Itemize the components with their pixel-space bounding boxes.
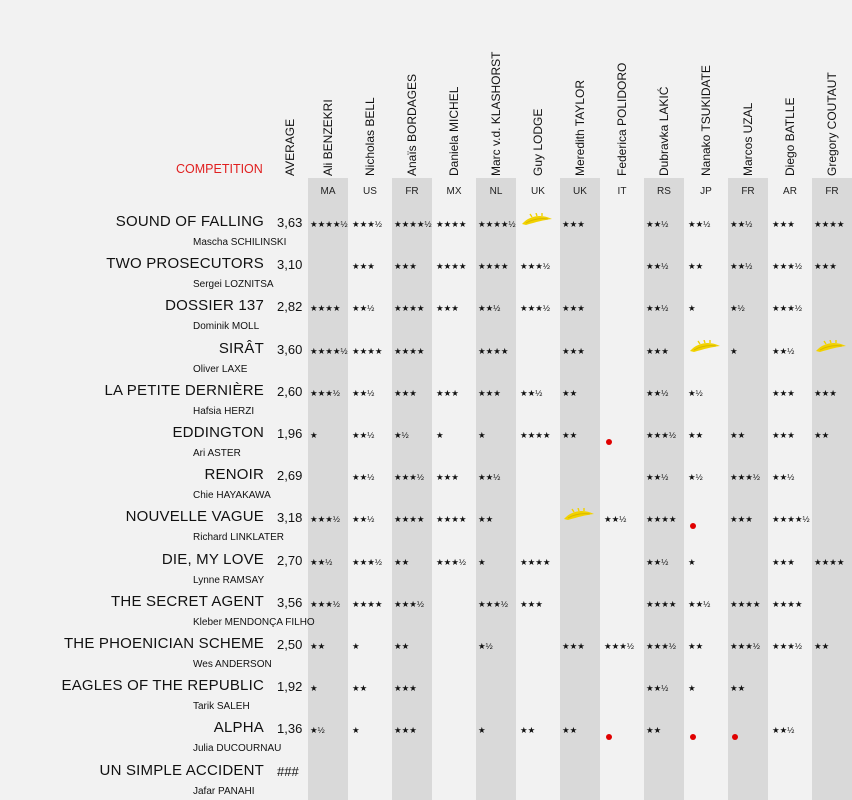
film-title: EDDINGTON (172, 424, 264, 441)
critic-name: Marcos UZAL (741, 102, 755, 176)
critic-rating: ★★★ (562, 641, 585, 651)
critic-rating: ★★★½ (730, 472, 760, 483)
palme-d-or-icon (688, 340, 722, 359)
critic-rating: ★★★½ (310, 387, 340, 398)
critic-rating: ★ (352, 641, 360, 651)
critic-rating: ★★ (352, 683, 368, 694)
critic-rating: ★★★★ (520, 556, 551, 567)
critic-rating: ★★½ (604, 514, 627, 525)
critic-rating: ★★★½ (604, 641, 634, 651)
critic-rating: ★★½ (730, 219, 753, 229)
film-director: Dominik MOLL (193, 321, 260, 333)
critic-rating: ★★½ (688, 598, 711, 609)
critic-rating: ★★★★½ (772, 514, 810, 525)
critic-name: Ali BENZEKRI (321, 99, 335, 176)
film-average: 1,92 (277, 679, 303, 695)
critic-name: Dubravka LAKIĆ (657, 86, 671, 176)
film-title: DOSSIER 137 (165, 297, 264, 315)
red-dot-icon (606, 439, 612, 445)
critic-rating: ★★★½ (772, 303, 802, 314)
critic-rating: ★★½ (646, 261, 669, 272)
critic-rating: ★★★ (772, 387, 795, 398)
critic-rating: ★★★★ (394, 303, 425, 314)
critic-rating: ★★ (310, 641, 326, 651)
critic-country: UK (531, 186, 545, 197)
critic-name: Daniela MICHEL (447, 86, 461, 176)
critic-rating: ★★★★ (436, 261, 467, 272)
critic-rating: ★★★ (562, 219, 585, 229)
critic-rating: ★★★ (394, 261, 417, 272)
critic-country: IT (617, 186, 627, 197)
critic-name: Diego BATLLE (783, 97, 797, 176)
film-title: DIE, MY LOVE (161, 550, 264, 568)
critic-rating: ★★½ (646, 303, 669, 314)
critic-rating: ★★★ (478, 387, 501, 398)
red-dot-icon (690, 734, 696, 740)
film-director: Ari ASTER (193, 448, 241, 459)
critic-rating: ★★★½ (352, 556, 382, 567)
film-title: UN SIMPLE ACCIDENT (99, 761, 264, 779)
critic-rating: ★★ (814, 430, 830, 440)
critic-rating: ★★★★ (730, 598, 761, 609)
film-director: Tarik SALEH (193, 701, 250, 713)
critic-rating: ★ (730, 345, 738, 356)
critic-rating: ★½ (730, 303, 745, 314)
critic-country: RS (657, 186, 671, 197)
critic-rating: ★★★½ (646, 641, 676, 651)
critic-rating: ★★★ (352, 261, 375, 272)
critic-rating: ★★ (688, 261, 704, 272)
critic-name: Federica POLIDORO (615, 62, 629, 176)
critic-rating: ★★½ (646, 683, 669, 694)
critic-name: Meredith TAYLOR (573, 79, 587, 176)
film-average: 1,96 (277, 426, 303, 441)
critic-rating: ★★★½ (394, 472, 424, 483)
film-director: Sergei LOZNITSA (193, 279, 274, 291)
critic-rating: ★★★ (646, 345, 669, 356)
critic-rating: ★★ (730, 683, 746, 694)
critic-rating: ★ (310, 683, 318, 694)
palme-d-or-icon (562, 508, 596, 527)
critic-rating: ★ (436, 430, 444, 440)
film-title: LA PETITE DERNIÈRE (104, 381, 264, 399)
critic-rating: ★★ (520, 725, 536, 736)
critic-rating: ★★★½ (772, 641, 802, 651)
critic-rating: ★★★½ (520, 303, 550, 314)
critic-rating: ★★½ (772, 345, 795, 356)
critic-rating: ★★½ (352, 514, 375, 525)
film-title: TWO PROSECUTORS (106, 255, 264, 273)
critic-country: NL (489, 186, 503, 197)
critic-rating: ★½ (478, 641, 493, 651)
critic-name: Marc v.d. KLASHORST (489, 51, 503, 176)
critic-country: FR (405, 186, 419, 197)
critic-rating: ★ (688, 683, 696, 694)
film-director: Oliver LAXE (193, 363, 248, 375)
critic-name: Anaïs BORDAGES (405, 73, 419, 176)
critic-rating: ★★½ (310, 556, 333, 567)
critic-rating: ★★½ (772, 725, 795, 736)
critic-country: MX (446, 186, 462, 197)
critic-rating: ★★★★½ (394, 219, 432, 229)
critic-rating: ★½ (688, 472, 703, 483)
critic-rating: ★★ (478, 514, 494, 525)
critic-rating: ★★★ (772, 556, 795, 567)
palme-d-or-icon (520, 213, 554, 232)
critic-rating: ★★ (562, 430, 578, 440)
critic-country: UK (573, 186, 587, 197)
critic-rating: ★★★★ (520, 430, 551, 440)
critic-rating: ★★½ (352, 472, 375, 483)
film-director: Richard LINKLATER (193, 532, 284, 544)
film-average: 2,50 (277, 637, 303, 652)
film-average: 2,82 (277, 299, 303, 315)
critic-rating: ★ (478, 725, 486, 736)
critic-rating: ★★★ (436, 303, 459, 314)
critic-rating: ★★★ (436, 387, 459, 398)
critic-rating: ★★★½ (646, 430, 676, 440)
film-director: Chie HAYAKAWA (193, 490, 271, 502)
critic-country: FR (825, 186, 839, 197)
critic-rating: ★ (478, 556, 486, 567)
red-dot-icon (690, 523, 696, 529)
critic-rating: ★★★½ (772, 261, 802, 272)
critic-country: MA (320, 186, 336, 197)
critic-rating: ★★★ (394, 683, 417, 694)
film-title: ALPHA (213, 719, 264, 737)
average-header: AVERAGE (283, 118, 297, 176)
critic-rating: ★★★ (814, 261, 837, 272)
critic-rating: ★★★½ (478, 598, 508, 609)
critic-rating: ★★★★ (646, 514, 677, 525)
critic-rating: ★★ (562, 387, 578, 398)
critic-rating: ★½ (394, 430, 409, 440)
critic-rating: ★★★★ (814, 556, 845, 567)
critic-name: Nanako TSUKIDATE (699, 65, 713, 176)
critic-rating: ★★★½ (436, 556, 466, 567)
critic-rating: ★★★★ (394, 514, 425, 525)
film-average: 3,18 (277, 510, 303, 526)
red-dot-icon (606, 734, 612, 740)
critic-rating: ★★★ (772, 430, 795, 440)
critic-rating: ★ (688, 303, 696, 314)
critic-rating: ★★★½ (730, 641, 760, 651)
critic-rating: ★★★½ (310, 514, 340, 525)
critic-rating: ★★★ (814, 387, 837, 398)
critic-rating: ★★ (688, 430, 704, 440)
critic-rating: ★★ (394, 641, 410, 651)
film-title: THE SECRET AGENT (111, 592, 264, 610)
film-average: 3,10 (277, 257, 303, 273)
film-average: ### (277, 763, 299, 779)
critic-country: FR (741, 186, 755, 197)
film-title: RENOIR (204, 466, 264, 484)
critic-rating: ★★½ (646, 472, 669, 483)
critic-rating: ★★★★ (478, 261, 509, 272)
critic-rating: ★★½ (646, 556, 669, 567)
film-title: SOUND OF FALLING (115, 213, 264, 230)
column-stripe (560, 178, 600, 800)
film-title: SIRÂT (218, 339, 264, 357)
film-title: THE PHOENICIAN SCHEME (63, 635, 264, 652)
critic-rating: ★★★½ (310, 598, 340, 609)
critic-rating: ★★★★ (352, 598, 383, 609)
critic-rating: ★★★★ (394, 345, 425, 356)
critic-rating: ★★½ (646, 387, 669, 398)
critic-rating: ★★½ (646, 219, 669, 229)
critic-rating: ★★★ (562, 303, 585, 314)
critic-rating: ★★½ (730, 261, 753, 272)
critic-rating: ★½ (310, 725, 325, 736)
critic-rating: ★★½ (688, 219, 711, 229)
critic-rating: ★★★ (436, 472, 459, 483)
critic-rating: ★★★½ (352, 219, 382, 229)
film-director: Mascha SCHILINSKI (193, 237, 287, 248)
critic-rating: ★★½ (478, 472, 501, 483)
critic-rating: ★★½ (520, 387, 543, 398)
critic-rating: ★★★ (394, 725, 417, 736)
film-average: 2,69 (277, 468, 303, 484)
critic-rating: ★★½ (772, 472, 795, 483)
critic-rating: ★★★★½ (310, 345, 348, 356)
film-director: Wes ANDERSON (193, 659, 272, 670)
critic-rating: ★★½ (478, 303, 501, 314)
film-average: 2,60 (277, 383, 303, 399)
critic-rating: ★★ (730, 430, 746, 440)
critic-rating: ★★★ (772, 219, 795, 229)
critic-rating: ★★★½ (520, 261, 550, 272)
critic-name: Guy LODGE (531, 108, 545, 176)
critic-rating: ★★★★ (814, 219, 845, 229)
film-director: Lynne RAMSAY (193, 574, 265, 586)
film-average: 3,63 (277, 215, 303, 230)
critic-rating: ★★ (646, 725, 662, 736)
film-director: Kleber MENDONÇA FILHO (193, 616, 315, 628)
critic-rating: ★★ (688, 641, 704, 651)
film-average: 2,70 (277, 552, 303, 568)
palme-d-or-icon (814, 340, 848, 359)
critic-rating: ★★★ (730, 514, 753, 525)
column-stripe (308, 178, 348, 800)
critic-rating: ★ (688, 556, 696, 567)
film-average: 3,56 (277, 594, 303, 610)
film-title: NOUVELLE VAGUE (125, 508, 264, 526)
critic-country: AR (783, 186, 797, 197)
critic-country: US (363, 186, 377, 197)
critic-rating: ★★★★ (646, 598, 677, 609)
critic-rating: ★★★★ (352, 345, 383, 356)
critic-rating: ★½ (688, 387, 703, 398)
critic-rating: ★★★★½ (310, 219, 348, 229)
critic-rating: ★★½ (352, 387, 375, 398)
critic-rating: ★★ (394, 556, 410, 567)
film-director: Julia DUCOURNAU (193, 743, 282, 755)
critic-rating: ★★★★½ (478, 219, 516, 229)
critic-country: JP (700, 186, 712, 197)
critic-rating: ★★★★ (310, 303, 341, 314)
critic-name: Gregory COUTAUT (825, 72, 839, 176)
critic-rating: ★★½ (352, 430, 375, 440)
competition-title: COMPETITION (176, 162, 263, 176)
critic-rating: ★ (352, 725, 360, 736)
critic-rating: ★★ (814, 641, 830, 651)
film-average: 3,60 (277, 341, 303, 357)
critic-rating: ★★★ (520, 598, 543, 609)
critic-rating: ★★★★ (436, 219, 467, 229)
critic-rating: ★★★ (394, 387, 417, 398)
critic-rating: ★★ (562, 725, 578, 736)
critic-rating: ★★★★ (478, 345, 509, 356)
critic-rating: ★★★★ (436, 514, 467, 525)
film-average: 1,36 (277, 721, 303, 737)
film-title: EAGLES OF THE REPUBLIC (61, 677, 264, 695)
critic-name: Nicholas BELL (363, 97, 377, 176)
critic-rating: ★ (310, 430, 318, 440)
critic-rating: ★ (478, 430, 486, 440)
critic-rating: ★★★ (562, 345, 585, 356)
film-director: Jafar PANAHI (193, 785, 255, 797)
critic-rating: ★★★½ (394, 598, 424, 609)
film-director: Hafsia HERZI (193, 405, 255, 417)
critic-rating: ★★★★ (772, 598, 803, 609)
critic-rating: ★★½ (352, 303, 375, 314)
